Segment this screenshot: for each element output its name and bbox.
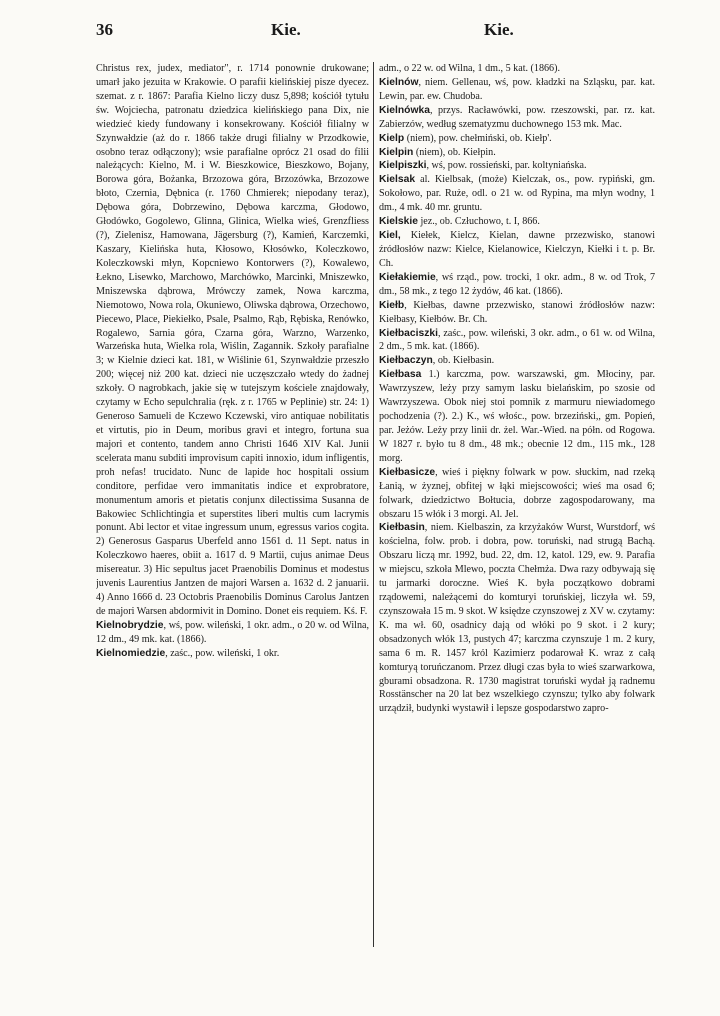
entry-text: , niem. Kielbaszin, za krzyżaków Wurst, Wurstdorf, wś kościelna, folw. prob. i dobra, pow. toruński, nad strugą Bachą. Obszaru liczą mr. 1992, bud. 22, dm. 12, katol. 129, ew. 9. Parafia w miejscu, szkoła Mlewo, poczta Chełmża. Dwa razy odbywają się tu jarmarki doroczne. Wieś K. była początkowo dobrami rządowemi, należącemi do komturyi toruńskiej, liczyła wł. 59, czynszowała 15 m. 9 skot. W księdze czynszowej z XV w. czytamy: K. ma wł. 60, osadnicy dają od włóki po 9 skot. i 2 kury; obsadzonych włók 13, pustych 47; karczma czynszuje 1 m. 2 kury, sama 6 m. R. 1457 król Kazimierz podarował K. wraz z całą komturyą toruńczanom. Przez długi czas była to wieś szarwarkowa, gburami obsadzona. R. 1730 magistrat toruński wydał ją radnemu Rosstänscher na 20 lat bez wszelkiego czynszu; tylko aby folwark urządził, budynki wystawił i lepsze gospodarstwo zapro- — [379, 522, 655, 715]
entry — [379, 173, 655, 215]
entry-text: Kiełek, Kielcz, Kielan, dawne przezwisko, stanowi źródłosłów nazw: Kielce, Kielanowice, Kielczyn, Kiełki i t. p. Br. Ch. — [379, 230, 655, 269]
entry — [379, 368, 655, 465]
entry-headword: Kiełbasicze — [379, 466, 436, 478]
entry — [379, 354, 655, 368]
left-running-head: Kie. — [271, 20, 301, 39]
entry — [379, 76, 655, 104]
entry — [379, 132, 655, 146]
entry — [379, 159, 655, 173]
entry — [379, 271, 655, 299]
entry-text: Christus rex, judex, mediator", r. 1714 ponownie drukowane; umarł jako jezuita w Krakowie. O parafii kielińskiej pisze dyecez. szemat. z r. 1867: Parafia Kielno liczy dusz 5,898; kościół tytułu św. Wojciecha, patronatu dziedzica kielińskiego pana Dix, nie wiedzieć kiedy fundowany i konsekrowany. Kościół filialny w Szynwałdzie (aż do r. 1866 także drugi filialny w Przodkowie, osobno teraz odłączony); wsie parafialne oprócz 21 osad do filii należących: Kielno, M. i W. Bieszkowice, Bieszkowo, Bojany, Borowa góra, Bożanka, Brzozowa góra, Brzozówka, Brzozowe błoto, Czernia, Dębnica (r. 1760 Chmierek; niepodany teraz), Dębowa góra, Dobrzewino, Dębowa karczma, Głodowo, Głodówko, Gogolewo, Glinna, Glinica, Wielka wieś, Grenzfliess (?), Zielenisz, Hamowana, Jägersburg (?), Kamień, Karczemki, Kaszary, Kielińska huta, Kłosowo, Kłosówko, Koleczkowo, Koleczkowski młyn, Kopcniewo Kontorwers (?), Kowalewo, Łekno, Lisewko, Marchowo, Marchówko, Marcinki, Mniszewko, Mniszewska dąbrowa, Mrówczy zamek, Nowa karczma, Niemotowo, Nowa rola, Okuniewo, Oliwska dąbrowa, Orzechowo, Piecewo, Place, Piekiełko, Psale, Psalmo, Rąb, Rębiska, Renówko, Rogalewo, Sarnia góra, Czarna góra, Warzno, Warzenko, Warzeńska huta, Wielka rola, Wiślin, Zagannik. Szkoły parafialne 3; w Kielnie dzieci kat. 181, w Wiślinie 61, Szynwałdzie przeszło 200; więcej niż 200 kat. dzieci nie uczęszczało wtedy do żadnej szkoły. O nagrobkach, jakie się w tutejszym kościele znajdowały, czytamy w Echo sepulchralia (ręk. z r. 1765 w Peplinie) str. 24: 1) Generoso Samueli de Kczewo Kczewski, viro antiquae nobilitatis et virtutis, pio in Deum, moribus gravi et integro, fortuna sua majori et contento, tandem anno Christi 1646 XIV Kal. Junii scelerata manu subditi improvisum capiti innoxio, idum infligentis, proh nefas! trucidato. Nunc de lapide hoc hospitali ossium conditore, perfidae vero immanitatis indice et exprobratore, monumentum amoris et pietatis conjunx dilectissima Susanna de Bakowiec Schlichtingia et superstites liberi multis cum lacrymis ponunt. Abi lector et vitae ingressum unum, egressus varios cogita. 2) Generosus Gasparus Uberfeld anno 1561 d. 11 Sept. natus in Koleczkowo haeres, obiit a. 1617 d. 9 Martii, cujus animae Deus misereatur. 3) Hic sepultus jacet Praenobilis Dominus et modestus juvenis Laurentius Jantzen de majori Warsen a. 1632 d. 2 januarii. 4) Anno 1666 d. 23 Octobris Praenobilis Dominus Carolus Jantzen de majori Warsen abdormivit in Domino. Donet eis requiem. Kś. F. — [96, 63, 369, 617]
entry — [379, 104, 655, 132]
entry-text: , wś, pow. rossieński, par. koltyniańska. — [426, 160, 587, 172]
entry — [96, 619, 369, 647]
entry — [379, 327, 655, 355]
entry-headword: Kiel, — [379, 230, 401, 242]
entry-text: , wś rząd., pow. trocki, 1 okr. adm., 8 w. od Trok, 7 dm., 58 mk., z tego 12 żydów, 46 kat. (1866). — [379, 271, 655, 297]
entry-text: (niem), ob. Kiełpin. — [413, 146, 496, 158]
entry-text: 1.) karczma, pow. warszawski, gm. Młociny, par. Wawrzyszew, leży przy samym lasku bielańskim, po szosie od Wawrzyszewa. Obok niej stoi pomnik z marmuru niewiadomego pochodzenia (?). 2.) K., wś włośc., pow. brzeziński,, gm. Popień, par. Jeżów. Leży przy linii dr. żel. War.-Wied. na półn. od Rogowa. W 1827 r. było tu 8 dm., 48 mk.; obecnie 12 dm., 115 mk., 128 morg. — [379, 369, 655, 464]
entry — [379, 229, 655, 271]
entry — [379, 521, 655, 716]
entry-text: , Kiełbas, dawne przezwisko, stanowi źródłosłów nazw: Kiełbasy, Kiełbów. Br. Ch. — [379, 299, 655, 325]
entry-headword: Kielskie — [379, 216, 418, 228]
right-column — [379, 62, 655, 952]
entry-text: , przys. Racławówki, pow. rzeszowski, par. rz. kat. Zabierzów, według szematyzmu duchownego 153 mk. Mac. — [379, 104, 655, 130]
entry-headword: Kielp — [379, 132, 405, 144]
entry-text: , niem. Gellenau, wś, pow. kładzki na Szląsku, par. kat. Lewin, par. ew. Chudoba. — [379, 76, 655, 102]
entry — [379, 215, 655, 229]
entry — [379, 466, 655, 522]
entry — [379, 62, 655, 76]
entry-text: jez., ob. Człuchowo, t. I, 866. — [417, 216, 540, 228]
left-column — [96, 62, 369, 952]
entry — [379, 146, 655, 160]
entry-headword: Kiełbasin — [379, 522, 425, 534]
entry-headword: Kiełbaciszki — [379, 327, 438, 339]
entry-headword: Kielnomiedzie — [96, 647, 166, 659]
entry-text: , zaśc., pow. wileński, 3 okr. adm., o 61 w. od Wilna, 2 dm., 5 mk. kat. (1866). — [379, 327, 655, 353]
right-running-head: Kie. — [484, 20, 514, 39]
entry-text: , wś, pow. wileński, 1 okr. adm., o 20 w. od Wilna, 12 dm., 49 mk. kat. (1866). — [96, 619, 369, 645]
entry — [96, 62, 369, 619]
entry-text: , wieś i piękny folwark w pow. słuckim, nad rzeką Łanią, w żyznej, obfitej w łąki miejscowości; wieś ma osad 6; folwark, dziedzictwo Bołtucia, dobrze zagospodarowany, ma obszaru 15 włók i 3 morgi. Al. Jel. — [379, 466, 655, 520]
page-number: 36 — [96, 20, 113, 39]
entry-headword: Kiełbasa — [379, 369, 422, 381]
entry — [379, 299, 655, 327]
entry-headword: Kielpiszki — [379, 160, 427, 172]
entry-headword: Kiełb — [379, 299, 405, 311]
entry-text: adm., o 22 w. od Wilna, 1 dm., 5 kat. (1866). — [379, 63, 560, 74]
entry-text: , ob. Kiełbasin. — [432, 355, 495, 367]
entry-headword: Kielnobrydzie — [96, 619, 164, 631]
entry-text: al. Kielbsak, (może) Kielczak, os., pow. rypiński, gm. Sokołowo, par. Ruże, odl. o 21 w. od Rypina, ma młyn wodny, 1 dm., 4 mk. 40 mr. gruntu. — [379, 174, 655, 214]
entry-text: , zaśc., pow. wileński, 1 okr. — [165, 647, 280, 659]
entry-text: (niem), pow. chełmiński, ob. Kiełp'. — [404, 132, 552, 144]
entry-headword: Kiełakiemie — [379, 271, 436, 283]
column-divider — [373, 62, 374, 947]
entry-headword: Kielsak — [379, 174, 416, 186]
entry-headword: Kielnówka — [379, 104, 430, 116]
running-header — [96, 20, 666, 48]
entry-headword: Kiełbaczyn — [379, 355, 433, 367]
entry-headword: Kielpin — [379, 146, 414, 158]
entry-headword: Kielnów — [379, 76, 419, 88]
entry — [96, 647, 369, 661]
